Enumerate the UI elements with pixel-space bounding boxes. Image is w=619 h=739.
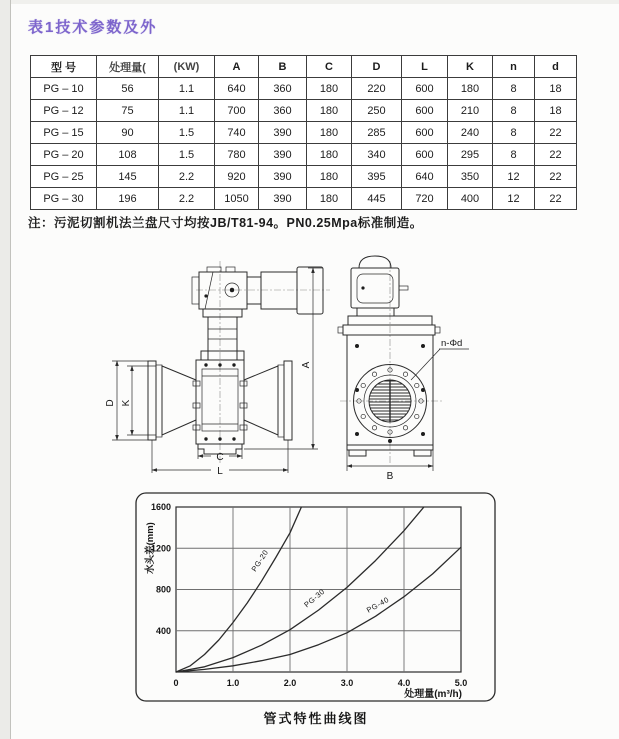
x-tick-label: 5.0 [454, 678, 468, 688]
table-cell: 22 [535, 188, 577, 210]
table-cell: 75 [97, 100, 159, 122]
bolt-hole [415, 414, 419, 418]
table-cell: 395 [352, 166, 402, 188]
y-tick-label: 800 [155, 584, 171, 595]
table-cell: 390 [259, 122, 307, 144]
column-header: d [535, 56, 577, 78]
column-header: D [352, 56, 402, 78]
table-cell: PG – 10 [31, 78, 97, 100]
y-axis-label: 水头差(mm) [145, 522, 156, 574]
table-cell: 12 [493, 188, 535, 210]
spec-table [30, 55, 577, 210]
table-cell: 640 [215, 78, 259, 100]
chart-title: 管式特性曲线图 [263, 711, 369, 726]
table-cell: 1.1 [159, 100, 215, 122]
table-cell: 240 [448, 122, 493, 144]
bolt-hole [372, 372, 376, 376]
table-row [31, 166, 577, 188]
table-cell: 390 [259, 144, 307, 166]
table-cell: 180 [307, 100, 352, 122]
column-header: (KW) [159, 56, 215, 78]
table-cell: 18 [535, 78, 577, 100]
table-cell: 780 [215, 144, 259, 166]
table-cell: 400 [448, 188, 493, 210]
table-cell: 180 [448, 78, 493, 100]
y-tick-label: 1200 [150, 543, 171, 554]
table-cell: 180 [307, 122, 352, 144]
table-cell: 180 [307, 78, 352, 100]
dim-label-c: C [216, 452, 224, 463]
bolt-hole [372, 426, 376, 430]
column-header: 处理量( [97, 56, 159, 78]
table-cell: 295 [448, 144, 493, 166]
side-view-drawing [105, 261, 330, 477]
table-cell: 640 [402, 166, 448, 188]
table-row [31, 78, 577, 100]
table-cell: 22 [535, 122, 577, 144]
table-cell: 22 [535, 166, 577, 188]
front-view-drawing [338, 256, 469, 482]
table-cell: 445 [352, 188, 402, 210]
table-cell: 180 [307, 144, 352, 166]
x-tick-label: 0 [173, 678, 179, 688]
bolt-hole [403, 426, 407, 430]
dim-label-b: B [386, 471, 394, 482]
x-axis-label: 处理量(m³/h) [404, 689, 462, 700]
column-header: n [493, 56, 535, 78]
table-cell: 720 [402, 188, 448, 210]
table-cell: 145 [97, 166, 159, 188]
column-header: A [215, 56, 259, 78]
table-cell: 285 [352, 122, 402, 144]
table-cell: 210 [448, 100, 493, 122]
column-header: B [259, 56, 307, 78]
table-cell: 600 [402, 100, 448, 122]
table-cell: 108 [97, 144, 159, 166]
table-cell: 8 [493, 144, 535, 166]
table-cell: 220 [352, 78, 402, 100]
curve-label-pg-30: PG-30 [302, 586, 327, 610]
dim-label-d: D [105, 399, 116, 407]
table-cell: 18 [535, 100, 577, 122]
table-cell: 600 [402, 144, 448, 166]
table-cell: 1050 [215, 188, 259, 210]
curve-label-pg-40: PG-40 [365, 595, 391, 615]
table-cell: 360 [259, 100, 307, 122]
table-cell: 180 [307, 188, 352, 210]
table-cell: 390 [259, 188, 307, 210]
table-row [31, 100, 577, 122]
table-cell: 1.5 [159, 122, 215, 144]
table-cell: PG – 12 [31, 100, 97, 122]
table-row [31, 144, 577, 166]
table-cell: 250 [352, 100, 402, 122]
column-header: C [307, 56, 352, 78]
note-text: 注：污泥切割机法兰盘尺寸均按JB/T81-94。PN0.25Mpa标准制造。 [28, 216, 423, 230]
table-cell: 340 [352, 144, 402, 166]
table-cell: 22 [535, 144, 577, 166]
table-cell: 90 [97, 122, 159, 144]
table-cell: PG – 15 [31, 122, 97, 144]
table-cell: 600 [402, 78, 448, 100]
dim-label-l: L [217, 466, 223, 477]
characteristic-curve-chart [0, 490, 619, 708]
table-cell: 196 [97, 188, 159, 210]
technical-drawings [0, 253, 619, 488]
bolt-hole [415, 383, 419, 387]
bolt-callout-label: n-Φd [441, 338, 463, 349]
x-tick-label: 1.0 [226, 678, 240, 688]
dim-label-a: A [301, 361, 312, 369]
y-tick-label: 400 [155, 625, 171, 636]
table-cell: 1.5 [159, 144, 215, 166]
table-cell: 700 [215, 100, 259, 122]
table-cell: 180 [307, 166, 352, 188]
y-tick-label: 1600 [150, 502, 171, 512]
table-cell: PG – 30 [31, 188, 97, 210]
page-title: 表1技术参数及外 [28, 19, 158, 36]
column-header: K [448, 56, 493, 78]
bolt-hole [361, 383, 365, 387]
column-header: L [402, 56, 448, 78]
table-cell: 390 [259, 166, 307, 188]
x-tick-label: 4.0 [397, 678, 411, 688]
table-cell: 8 [493, 78, 535, 100]
table-cell: 8 [493, 100, 535, 122]
x-tick-label: 2.0 [283, 678, 297, 688]
column-header: 型 号 [31, 56, 97, 78]
table-row [31, 122, 577, 144]
table-cell: 600 [402, 122, 448, 144]
table-header-row [31, 56, 577, 78]
table-cell: 8 [493, 122, 535, 144]
table-cell: 350 [448, 166, 493, 188]
table-cell: PG – 20 [31, 144, 97, 166]
table-cell: 12 [493, 166, 535, 188]
curve-label-pg-20: PG-20 [249, 548, 271, 574]
table-cell: 920 [215, 166, 259, 188]
table-row [31, 188, 577, 210]
scan-artifact-top [0, 0, 619, 4]
table-cell: 740 [215, 122, 259, 144]
table-cell: 2.2 [159, 166, 215, 188]
x-tick-label: 3.0 [340, 678, 354, 688]
table-cell: 56 [97, 78, 159, 100]
dim-label-k: K [121, 399, 132, 407]
table-cell: 1.1 [159, 78, 215, 100]
table-cell: 2.2 [159, 188, 215, 210]
bolt-hole [403, 372, 407, 376]
bolt-hole [361, 414, 365, 418]
table-cell: 360 [259, 78, 307, 100]
table-cell: PG – 25 [31, 166, 97, 188]
